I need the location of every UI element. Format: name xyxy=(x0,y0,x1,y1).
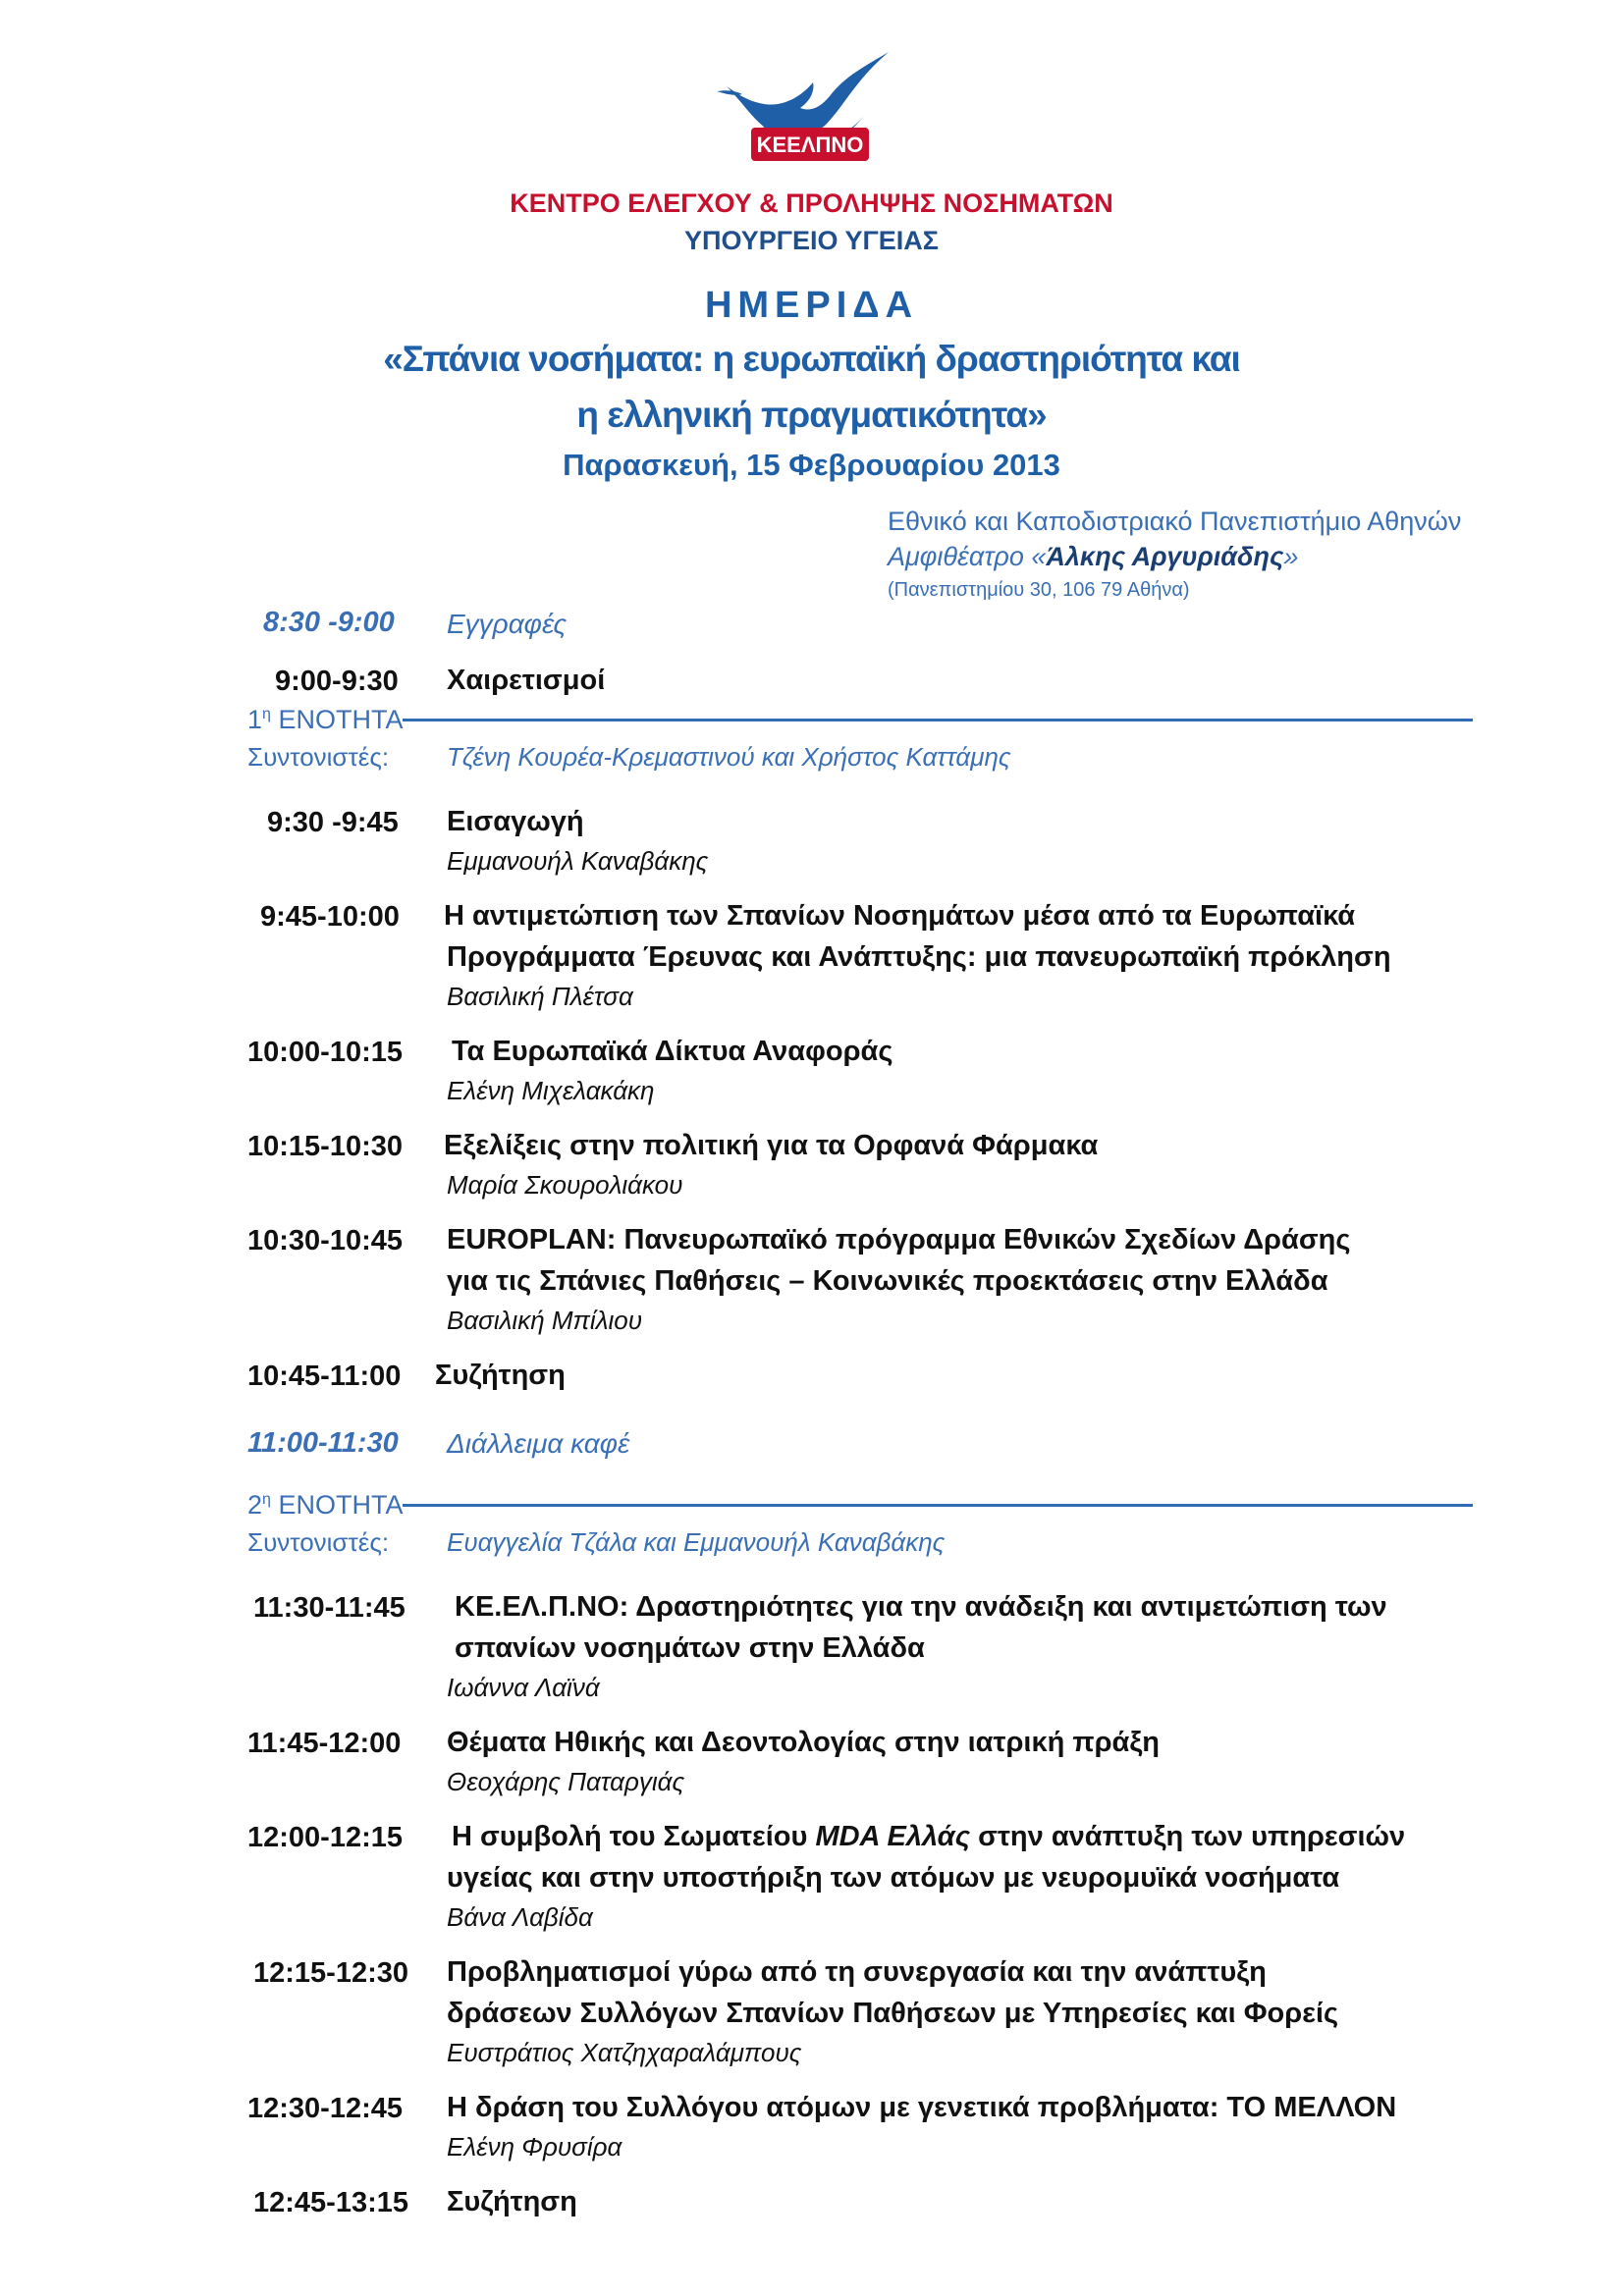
section1-sup: η xyxy=(262,706,271,722)
dove-icon xyxy=(717,47,903,175)
venue-hall-prefix: Αμφιθέατρο « xyxy=(888,542,1047,571)
coffee-label: Διάλλειμα καφέ xyxy=(447,1428,630,1459)
s2-item1-title-line2: σπανίων νοσημάτων στην Ελλάδα xyxy=(455,1632,925,1664)
event-type: ΗΜΕΡΙΔΑ xyxy=(704,285,919,326)
s1-item2-title-line2: Προγράμματα Έρευνας και Ανάπτυξης: μια πανευρωπαϊκή πρόκληση xyxy=(447,941,1391,973)
s1-item2-title-line1: Η αντιμετώπιση των Σπανίων Νοσημάτων μέσα από τα Ευρωπαϊκά xyxy=(444,900,1356,932)
s2-item5-speaker: Ελένη Φρυσίρα xyxy=(447,2132,622,2162)
s1-item2-speaker: Βασιλική Πλέτσα xyxy=(447,982,633,1011)
s1-item3-speaker: Ελένη Μιχελακάκη xyxy=(447,1076,655,1105)
s1-item4-title: Εξελίξεις στην πολιτική για τα Ορφανά Φάρμακα xyxy=(444,1130,1099,1161)
s1-item3-title: Τα Ευρωπαϊκά Δίκτυα Αναφοράς xyxy=(452,1036,893,1067)
logo-text: ΚΕΕΛΠΝΟ xyxy=(756,133,864,157)
welcome-time: 9:00-9:30 xyxy=(275,666,399,697)
venue-hall-name: Άλκης Αργυριάδης xyxy=(1046,542,1284,571)
org-name: ΚΕΝΤΡΟ ΕΛΕΓΧΟΥ & ΠΡΟΛΗΨΗΣ ΝΟΣΗΜΑΤΩΝ xyxy=(510,188,1113,218)
s2-item2-speaker: Θεοχάρης Παταργιάς xyxy=(447,1767,685,1796)
section2-sup: η xyxy=(262,1491,271,1508)
section1-coord-label: Συντονιστές: xyxy=(247,742,390,772)
section1-num: 1 xyxy=(247,705,263,734)
s1-item5-title-line1: EUROPLAN: Πανευρωπαϊκό πρόγραμμα Εθνικών Σχεδίων Δράσης xyxy=(447,1224,1351,1255)
section2-divider xyxy=(403,1504,1473,1507)
section2-coord-label: Συντονιστές: xyxy=(247,1527,390,1557)
s2-item4-title-line1: Προβληματισμοί γύρω από τη συνεργασία και την ανάπτυξη xyxy=(447,1956,1267,1988)
section1-heading xyxy=(247,705,403,735)
event-date: Παρασκευή, 15 Φεβρουαρίου 2013 xyxy=(563,448,1060,482)
s2-item2-title: Θέματα Ηθικής και Δεοντολογίας στην ιατρική πράξη xyxy=(447,1727,1160,1758)
s2-item4-title-line2: δράσεων Συλλόγων Σπανίων Παθήσεων με Υπηρεσίες και Φορείς xyxy=(447,1998,1339,2029)
s1-item5-title-line2: για τις Σπάνιες Παθήσεις – Κοινωνικές προεκτάσεις στην Ελλάδα xyxy=(447,1265,1328,1297)
registration-time: 8:30 -9:00 xyxy=(263,607,395,638)
section1-label: ΕΝΟΤΗΤΑ xyxy=(278,705,404,734)
s1-item1-time: 9:30 -9:45 xyxy=(267,807,399,838)
s1-item5-speaker: Βασιλική Μπίλιου xyxy=(447,1306,643,1335)
ministry-name: ΥΠΟΥΡΓΕΙΟ ΥΓΕΙΑΣ xyxy=(684,226,939,255)
section2-heading xyxy=(247,1490,403,1521)
venue-hall xyxy=(888,542,1298,572)
discussion1-time: 10:45-11:00 xyxy=(247,1361,402,1392)
s2-item1-speaker: Ιωάννα Λαϊνά xyxy=(447,1673,600,1702)
s2-item1-title-line1: ΚΕ.ΕΛ.Π.ΝΟ: Δραστηριότητες για την ανάδειξη και αντιμετώπιση των xyxy=(455,1591,1387,1623)
s2-item3-title-line1 xyxy=(452,1816,1405,1857)
discussion2-time: 12:45-13:15 xyxy=(253,2187,408,2218)
welcome-label: Χαιρετισμοί xyxy=(447,665,606,696)
s1-item2-time: 9:45-10:00 xyxy=(260,901,400,933)
s2-item4-speaker: Ευστράτιος Χατζηχαραλάμπους xyxy=(447,2038,802,2067)
s2-item4-time: 12:15-12:30 xyxy=(253,1957,408,1989)
discussion2-label: Συζήτηση xyxy=(447,2186,577,2217)
venue-hall-suffix: » xyxy=(1283,542,1299,571)
s2-item3-title-post: στην ανάπτυξη των υπηρεσιών xyxy=(970,1821,1406,1852)
section1-divider xyxy=(403,719,1473,721)
s1-item4-time: 10:15-10:30 xyxy=(247,1131,403,1162)
discussion1-label: Συζήτηση xyxy=(435,1360,566,1391)
s2-item3-time: 12:00-12:15 xyxy=(247,1822,403,1853)
s2-item2-time: 11:45-12:00 xyxy=(247,1728,402,1759)
coffee-time: 11:00-11:30 xyxy=(247,1427,399,1459)
s2-item3-speaker: Βάνα Λαβίδα xyxy=(447,1902,593,1932)
s1-item1-title: Εισαγωγή xyxy=(447,806,584,837)
s2-item3-title-pre: Η συμβολή του Σωματείου xyxy=(452,1821,816,1852)
s2-item5-title: Η δράση του Συλλόγου ατόμων με γενετικά προβλήματα: ΤΟ ΜΕΛΛΟΝ xyxy=(447,2092,1397,2123)
keelpno-logo xyxy=(717,47,903,175)
s2-item3-title-line2: υγείας και στην υποστήριξη των ατόμων με νευρομυϊκά νοσήματα xyxy=(447,1862,1340,1894)
section2-label: ΕΝΟΤΗΤΑ xyxy=(278,1490,404,1520)
s2-item1-time: 11:30-11:45 xyxy=(253,1592,406,1624)
s2-item3-title-em: MDA Ελλάς xyxy=(815,1821,971,1852)
s1-item3-time: 10:00-10:15 xyxy=(247,1037,403,1068)
event-title-line2: η ελληνική πραγματικότητα» xyxy=(576,395,1047,435)
section2-coordinators: Ευαγγελία Τζάλα και Εμμανουήλ Καναβάκης xyxy=(447,1527,946,1557)
s1-item4-speaker: Μαρία Σκουρολιάκου xyxy=(447,1170,683,1200)
registration-label: Εγγραφές xyxy=(447,609,568,639)
venue-address: (Πανεπιστημίου 30, 106 79 Αθήνα) xyxy=(888,579,1190,601)
s2-item5-time: 12:30-12:45 xyxy=(247,2093,403,2124)
venue-university: Εθνικό και Καποδιστριακό Πανεπιστήμιο Αθηνών xyxy=(888,507,1462,536)
s1-item1-speaker: Εμμανουήλ Καναβάκης xyxy=(447,846,709,876)
s1-item5-time: 10:30-10:45 xyxy=(247,1225,403,1256)
event-title-line1: «Σπάνια νοσήματα: η ευρωπαϊκή δραστηριότητα και xyxy=(383,339,1240,379)
section1-coordinators: Τζένη Κουρέα-Κρεμαστινού και Χρήστος Καττάμης xyxy=(447,742,1011,772)
section2-num: 2 xyxy=(247,1490,263,1520)
